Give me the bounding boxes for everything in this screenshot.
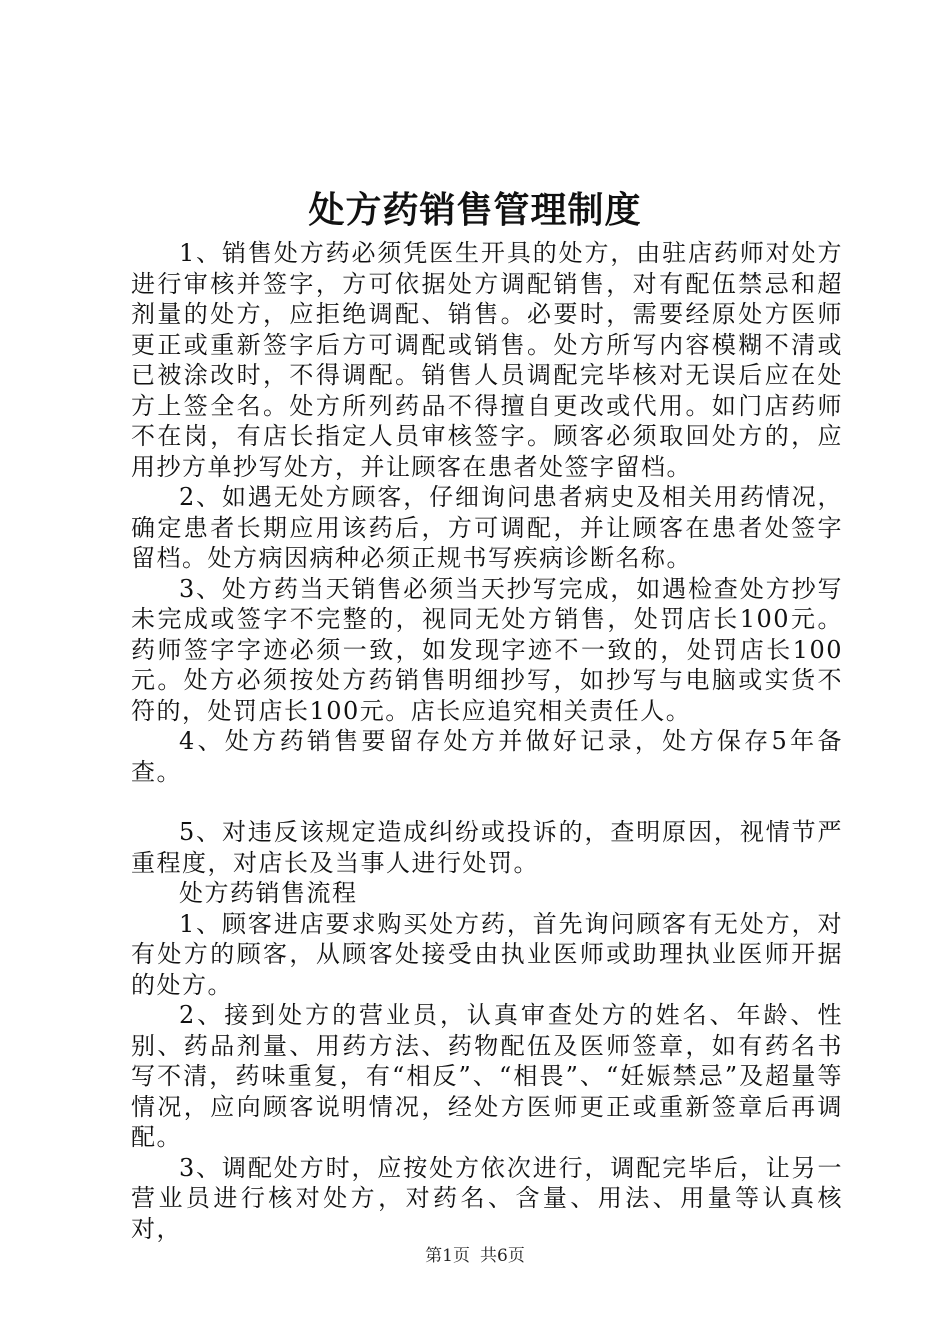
paragraph: 4、处方药销售要留存处方并做好记录，处方保存5年备查。 [131,727,843,786]
paragraph: 2、如遇无处方顾客，仔细询问患者病史及相关用药情况，确定患者长期应用该药后，方可调配，并让顾客在患者处签字留档。处方病因病种必须正规书写疾病诊断名称。 [131,483,843,572]
page-footer [0,1244,950,1268]
page-number: 第1页 [425,1246,470,1266]
paragraph: 3、处方药当天销售必须当天抄写完成，如遇检查处方抄写未完成或签字不完整的，视同无处方销售，处罚店长100元。药师签字字迹必须一致，如发现字迹不一致的，处罚店长100元。处方必须按处方药销售明细抄写，如抄写与电脑或实货不符的，处罚店长100元。店长应追究相关责任人。 [131,574,843,725]
paragraph: 5、对违反该规定造成纠纷或投诉的，查明原因，视情节严重程度，对店长及当事人进行处罚。 [131,818,843,877]
section-heading: 处方药销售流程 [179,879,358,907]
paragraph: 3、调配处方时，应按处方依次进行，调配完毕后，让另一营业员进行核对处方，对药名、含量、用法、用量等认真核对， [131,1153,843,1243]
paragraph: 1、顾客进店要求购买处方药，首先询问顾客有无处方，对有处方的顾客，从顾客处接受由执业医师或助理执业医师开据的处方。 [131,909,843,999]
paragraph: 1、销售处方药必须凭医生开具的处方，由驻店药师对处方进行审核并签字，方可依据处方调配销售，对有配伍禁忌和超剂量的处方，应拒绝调配、销售。必要时，需要经原处方医师更正或重新签字后方可调配或销售。处方所写内容模糊不清或已被涂改时，不得调配。销售人员调配完毕核对无误后应在处方上签全名。处方所列药品不得擅自更改或代用。如门店药师不在岗，有店长指定人员审核签字。顾客必须取回处方的，应用抄方单抄写处方，并让顾客在患者处签字留档。 [131,239,843,481]
document-title: 处方药销售管理制度 [308,189,642,231]
paragraph: 2、接到处方的营业员，认真审查处方的姓名、年龄、性别、药品剂量、用药方法、药物配伍及医师签章，如有药名书写不清，药味重复，有“相反”、“相畏”、“妊娠禁忌”及超量等情况，应向顾客说明情况，经处方医师更正或重新签章后再调配。 [131,1001,843,1151]
page-total: 共6页 [480,1246,525,1266]
document-body [131,238,843,1244]
